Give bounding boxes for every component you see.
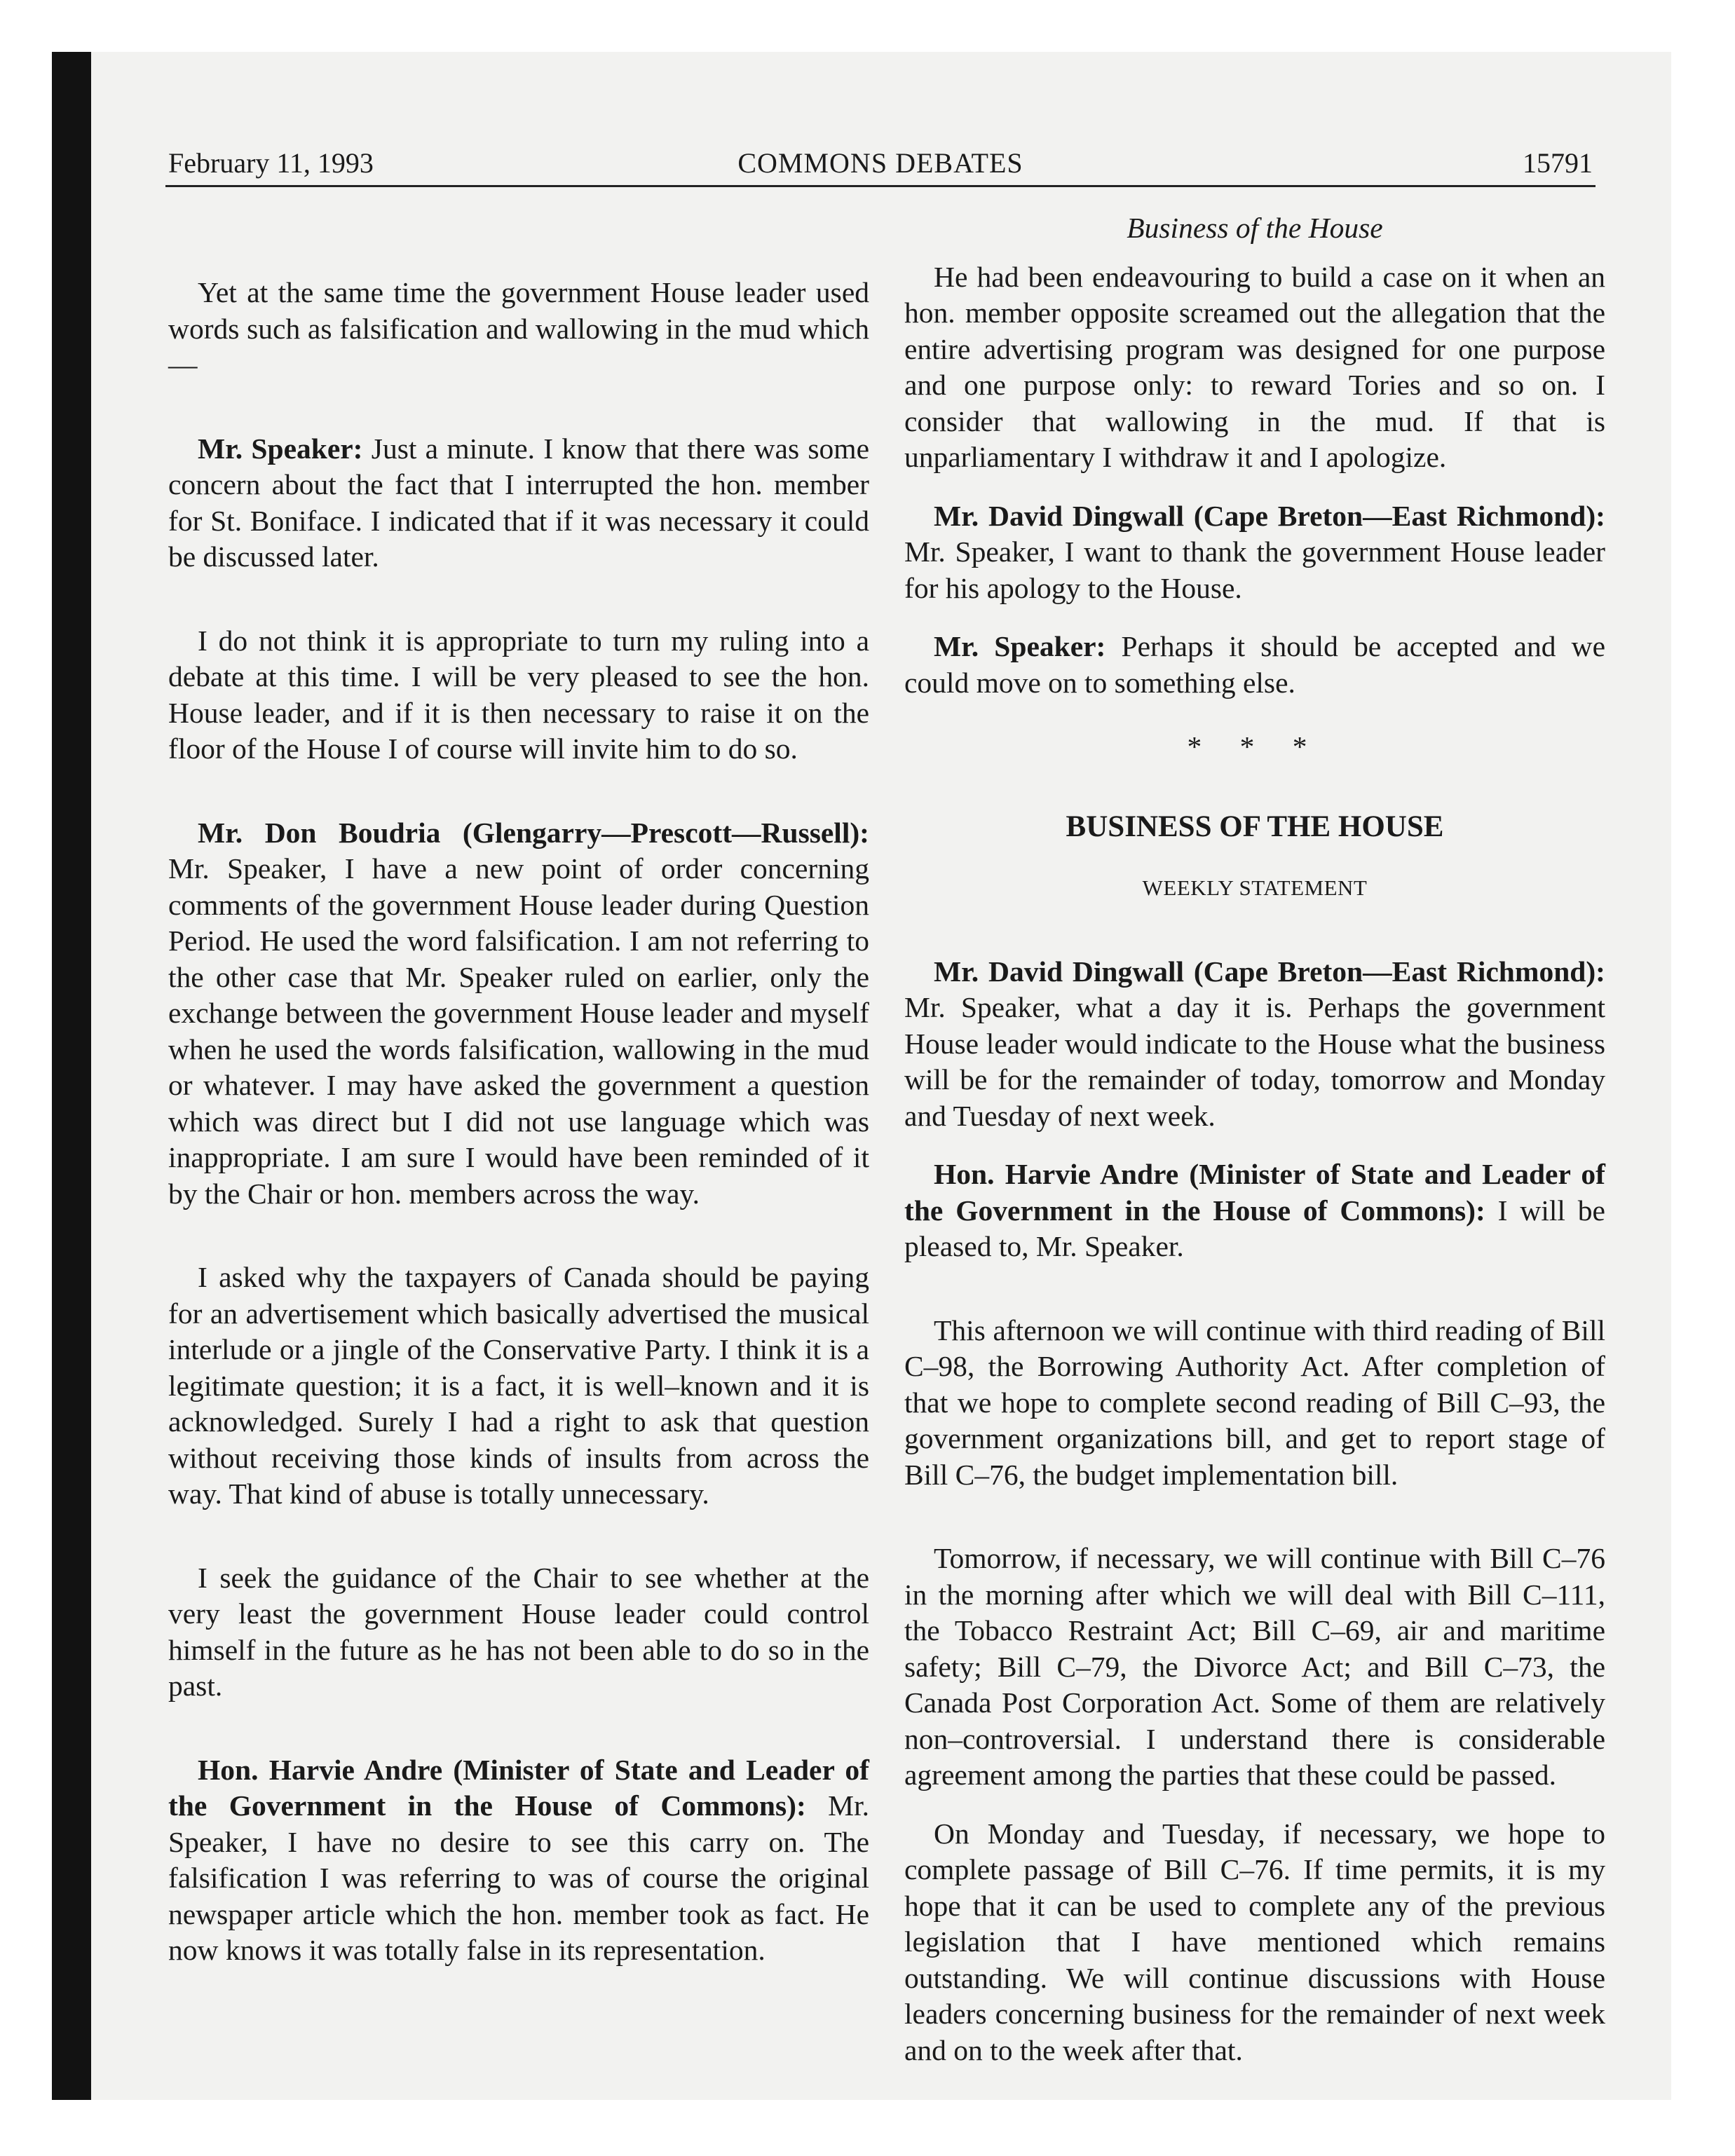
paragraph: I asked why the taxpayers of Canada should be paying for an advertisement which basically advertised the musical interlude or a jingle of the Conservative Party. I think it is a legitimate question; it is a fact, it is well–known and it is acknowledged. Surely I had a right to ask that question without receiving those kinds of insults from across the way. That kind of abuse is totally unnecessary.: [168, 1261, 869, 1510]
paragraph: I do not think it is appropriate to turn my ruling into a debate at this time. I will be very pleased to see the hon. House leader, and if it is then necessary to raise it on the floor of the House I of course will invite him to do so.: [168, 624, 869, 765]
speaker-name: Mr. Speaker:: [198, 432, 363, 465]
speech-text: Mr. Speaker, I have no desire to see this carry on. The falsification I was referring to was of course the original newspaper article which the hon. member took as fact. He now knows it was totally false in its representation.: [168, 1789, 869, 1966]
paragraph: On Monday and Tuesday, if necessary, we hope to complete passage of Bill C–76. If time permits, it is my hope that it can be used to complete any of the previous legislation that I have mentioned which remains outstanding. We will continue discussions with House leaders concerning business for the remainder of next week and on to the week after that.: [904, 1817, 1605, 2066]
section-heading: BUSINESS OF THE HOUSE: [1066, 810, 1444, 843]
header-page-number: 15791: [1523, 147, 1593, 179]
speaker-name: Mr. Don Boudria (Glengarry—Prescott—Russell):: [198, 816, 869, 849]
paragraph: This afternoon we will continue with third reading of Bill C–98, the Borrowing Authority Act. After completion of that we hope to complete second reading of Bill C–93, the government organizations bill, and get to report stage of Bill C–76, the budget implementation bill.: [904, 1314, 1605, 1491]
paragraph: Tomorrow, if necessary, we will continue with Bill C–76 in the morning after which we will deal with Bill C–111, the Tobacco Restraint Act; Bill C–69, air and maritime safety; Bill C–79, the Divorce Act; and Bill C–73, the Canada Post Corporation Act. Some of them are relatively non–controversial. I understand there is considerable agreement among the parties that these could be passed.: [904, 1542, 1605, 1791]
speech-text: Mr. Speaker, what a day it is. Perhaps the government House leader would indicate to the House what the business will be for the remainder of today, tomorrow and Monday and Tuesday of next week.: [904, 991, 1605, 1132]
running-head: [165, 139, 1595, 187]
speaker-name: Mr. David Dingwall (Cape Breton—East Richmond):: [934, 499, 1605, 532]
speech-text: I will be pleased to, Mr. Speaker.: [904, 1194, 1605, 1262]
speech-text: Mr. Speaker, I have a new point of order concerning comments of the government House leader during Question Period. He used the word falsification. I am not referring to the other case that Mr. Speaker ruled on earlier, only the exchange between the government House leader and myself when he used the words falsification, wallowing in the mud or whatever. I may have asked the government a question which was direct but I did not use language which was inappropriate. I am sure I would have been reminded of it by the Chair or hon. members across the way.: [168, 852, 869, 1210]
speech-text: Just a minute. I know that there was some concern about the fact that I interrupted the hon. member for St. Boniface. I indicated that if it was necessary it could be discussed later.: [168, 432, 870, 573]
speech-text: Perhaps it should be accepted and we could move on to something else.: [904, 630, 1605, 699]
section-break: * * *: [1187, 730, 1323, 763]
header-publication: COMMONS DEBATES: [737, 147, 1023, 179]
speaker-paragraph: [904, 498, 1605, 607]
section-subheading: WEEKLY STATEMENT: [1142, 875, 1368, 900]
speaker-name: Mr. Speaker:: [934, 630, 1106, 662]
speaker-paragraph: [904, 954, 1605, 1135]
paragraph: Yet at the same time the government House leader used words such as falsification and wallowing in the mud which—: [168, 276, 869, 381]
scan-binding-edge: [52, 52, 91, 2100]
speaker-name: Mr. David Dingwall (Cape Breton—East Richmond):: [934, 955, 1605, 988]
speaker-paragraph: [168, 1752, 869, 1969]
paragraph: He had been endeavouring to build a case on it when an hon. member opposite screamed out the allegation that the entire advertising program was designed for one purpose and one purpose only: to reward Tories and so on. I consider that wallowing in the mud. If that is unparliamentary I withdraw it and I apologize.: [904, 260, 1605, 473]
speaker-paragraph: [904, 1157, 1605, 1265]
speaker-name: Hon. Harvie Andre (Minister of State and Leader of the Government in the House of Commons):: [168, 1753, 869, 1822]
speaker-paragraph: [168, 815, 869, 1213]
speaker-paragraph: [168, 431, 869, 575]
left-column: [168, 275, 869, 1969]
header-date: February 11, 1993: [168, 147, 374, 179]
speaker-paragraph: [904, 629, 1605, 701]
speech-text: Mr. Speaker, I want to thank the government House leader for his apology to the House.: [904, 535, 1605, 604]
paragraph: I seek the guidance of the Chair to see whether at the very least the government House leader could control himself in the future as he has not been able to do so in the past.: [168, 1561, 869, 1702]
section-running-head: Business of the House: [1127, 212, 1383, 244]
speaker-name: Hon. Harvie Andre (Minister of State and Leader of the Government in the House of Commons):: [904, 1158, 1605, 1227]
right-column: [904, 210, 1605, 2068]
